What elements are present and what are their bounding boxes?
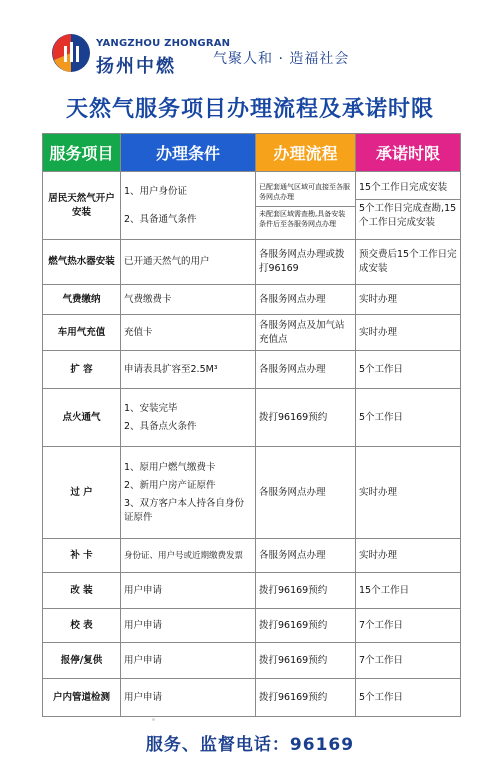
condition-line: 2、新用户房产证原件 (124, 479, 216, 491)
service-hotline: 服务、监督电话：96169 (145, 735, 355, 755)
service-item: 补 卡 (43, 539, 121, 573)
service-time-limit: 5个工作日 (356, 351, 461, 389)
service-time-limit: 预交费后15个工作日完成安装 (356, 240, 461, 285)
service-time-limit: 实时办理 (356, 447, 461, 539)
service-conditions: 身份证、用户号或近期缴费发票 (121, 539, 256, 573)
table-row (43, 447, 461, 539)
service-process: 各服务网点办理 (256, 447, 356, 539)
limit-line: 15个工作日完成安装 (356, 177, 460, 200)
limit-line: 5个工作日完成查勘,15个工作日完成安装 (359, 203, 457, 228)
service-table (42, 133, 461, 717)
service-time-limit: 15个工作日 (356, 573, 461, 609)
service-process: 拨打96169预约 (256, 679, 356, 717)
table-row (43, 609, 461, 643)
service-time-limit: 实时办理 (356, 539, 461, 573)
service-time-limit: 实时办理 (356, 315, 461, 351)
service-conditions (121, 172, 256, 240)
condition-line: 2、具备通气条件 (124, 213, 197, 225)
service-process (256, 172, 356, 240)
service-item: 燃气热水器安装 (43, 240, 121, 285)
service-conditions: 已开通天然气的用户 (121, 240, 256, 285)
brand-slogan: 气聚人和 · 造福社会 (213, 51, 350, 67)
zhongran-flame-logo-icon (50, 32, 92, 74)
service-time-limit: 7个工作日 (356, 609, 461, 643)
table-row (43, 539, 461, 573)
service-item: 气费缴纳 (43, 285, 121, 315)
service-process: 各服务网点及加气站充值点 (256, 315, 356, 351)
brand-name-en: YANGZHOU ZHONGRAN (96, 38, 231, 49)
service-item: 车用气充值 (43, 315, 121, 351)
table-row (43, 240, 461, 285)
service-process: 拨打96169预约 (256, 389, 356, 447)
table-row (43, 389, 461, 447)
table-row (43, 172, 461, 240)
condition-line: 2、具备点火条件 (124, 420, 197, 432)
service-conditions: 充值卡 (121, 315, 256, 351)
page-title: 天然气服务项目办理流程及承诺时限 (65, 97, 434, 122)
service-item: 扩 容 (43, 351, 121, 389)
table-row (43, 285, 461, 315)
condition-line: 3、双方客户本人持各自身份证原件 (124, 497, 245, 523)
header (0, 0, 500, 92)
service-conditions: 气费缴费卡 (121, 285, 256, 315)
service-time-limit: 5个工作日 (356, 389, 461, 447)
service-conditions: 用户申请 (121, 643, 256, 679)
header-time-limit: 承诺时限 (356, 134, 461, 172)
process-line: 未配套区域需查勘,具备安装条件后至各服务网点办理 (259, 210, 346, 228)
service-item: 点火通气 (43, 389, 121, 447)
service-conditions: 申请表具扩容至2.5M³ (121, 351, 256, 389)
service-process: 拨打96169预约 (256, 573, 356, 609)
service-process: 各服务网点办理或拨打96169 (256, 240, 356, 285)
service-process: 各服务网点办理 (256, 285, 356, 315)
table-row (43, 315, 461, 351)
table-row (43, 679, 461, 717)
service-process: 各服务网点办理 (256, 351, 356, 389)
service-item: 校 表 (43, 609, 121, 643)
service-item: 户内管道检测 (43, 679, 121, 717)
service-time-limit: 实时办理 (356, 285, 461, 315)
condition-line: 1、安装完毕 (124, 402, 178, 414)
service-conditions (121, 447, 256, 539)
table-row (43, 573, 461, 609)
header-service-item: 服务项目 (43, 134, 121, 172)
header-conditions: 办理条件 (121, 134, 256, 172)
condition-line: 1、用户身份证 (124, 185, 188, 197)
header-process: 办理流程 (256, 134, 356, 172)
service-item: 改 装 (43, 573, 121, 609)
service-conditions: 用户申请 (121, 573, 256, 609)
table-row (43, 643, 461, 679)
table-row (43, 351, 461, 389)
service-process: 拨打96169预约 (256, 643, 356, 679)
table-header-row (43, 134, 461, 172)
process-line: 已配套通气区域可直接至各服务网点办理 (256, 178, 355, 207)
service-conditions: 用户申请 (121, 679, 256, 717)
decorative-dot (152, 718, 155, 721)
condition-line: 1、原用户燃气缴费卡 (124, 461, 216, 473)
service-process: 各服务网点办理 (256, 539, 356, 573)
service-time-limit (356, 172, 461, 240)
service-time-limit: 7个工作日 (356, 643, 461, 679)
service-item: 报停/复供 (43, 643, 121, 679)
service-process: 拨打96169预约 (256, 609, 356, 643)
brand-name-cn: 扬州中燃 (96, 56, 176, 77)
service-time-limit: 5个工作日 (356, 679, 461, 717)
service-item: 过 户 (43, 447, 121, 539)
service-conditions (121, 389, 256, 447)
service-item: 居民天然气开户安装 (43, 172, 121, 240)
service-conditions: 用户申请 (121, 609, 256, 643)
